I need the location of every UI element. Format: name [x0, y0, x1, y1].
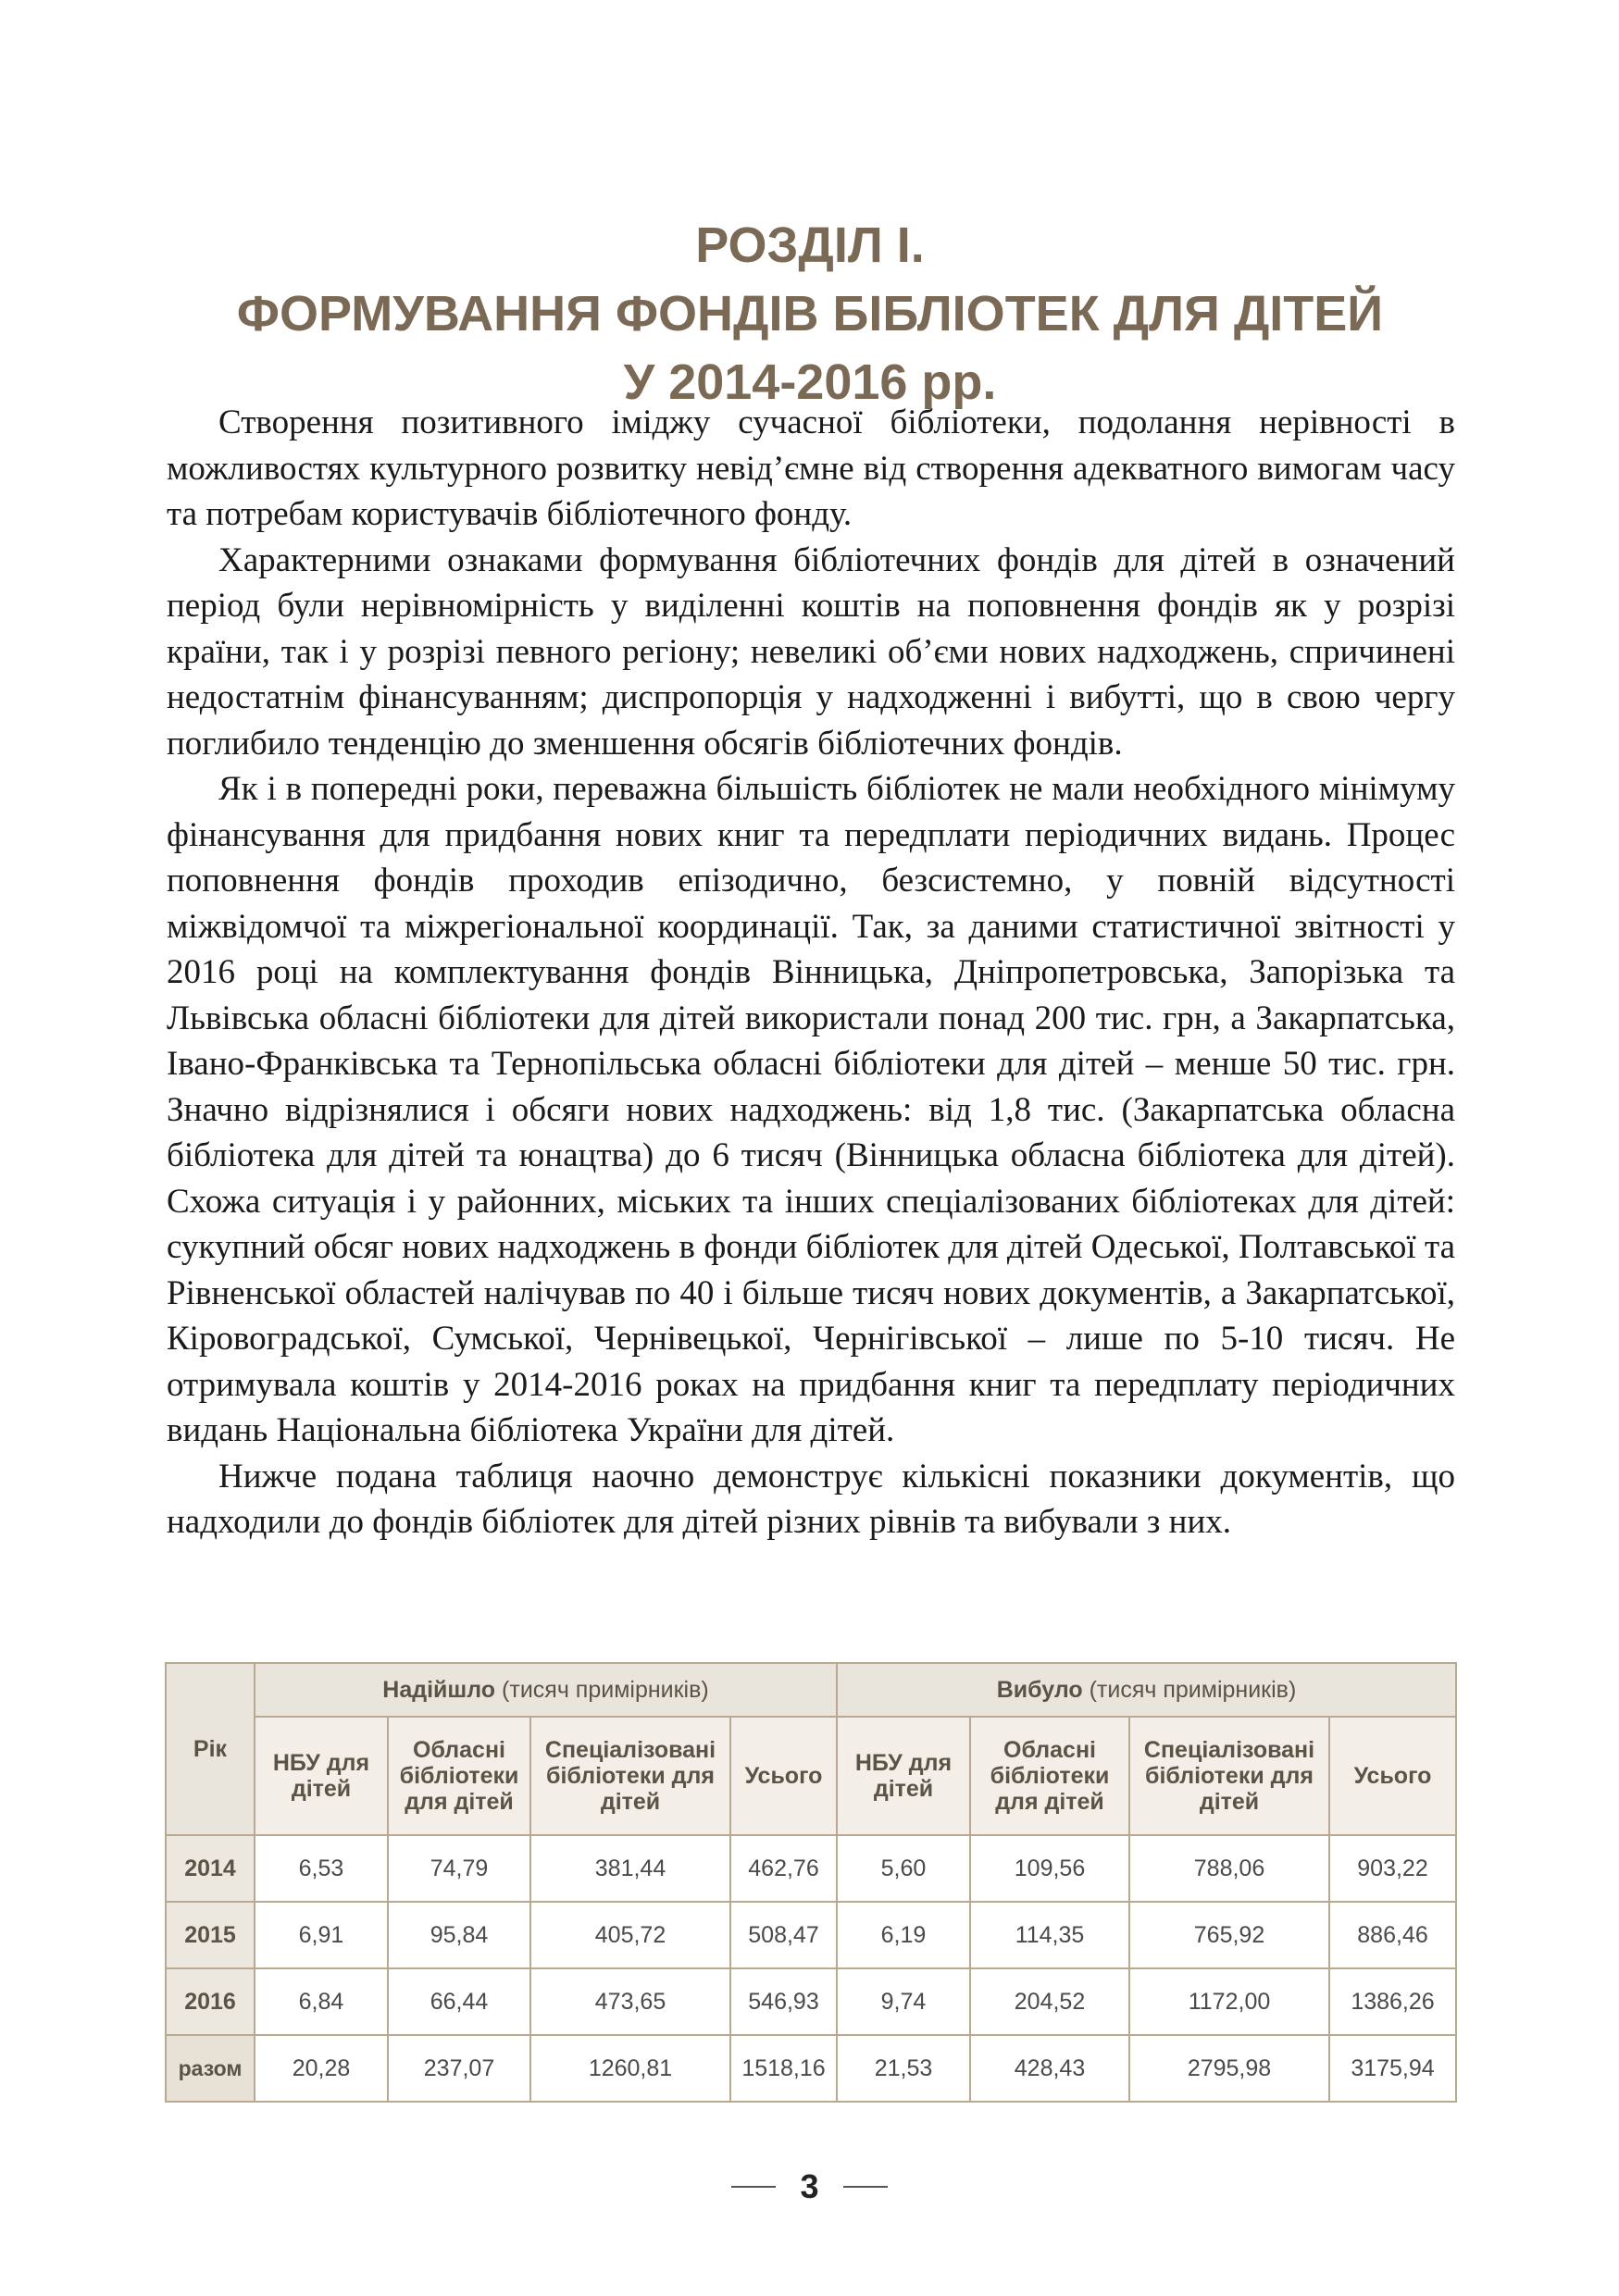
paragraph: Нижче подана таблиця наочно демонструє кількісні показники документів, що надходили до фондів бібліотек для дітей різних рівнів та вибували з них.	[167, 1457, 1455, 1541]
column-header: Обласні бібліотеки для дітей	[970, 1717, 1129, 1835]
table-cell: 3175,94	[1329, 2035, 1456, 2102]
received-unit: (тисяч примірників)	[502, 1676, 709, 1703]
column-header: Спеціалізовані бібліотеки для дітей	[530, 1717, 730, 1835]
column-header: Усього	[730, 1717, 837, 1835]
table-cell: 2795,98	[1129, 2035, 1329, 2102]
section-title-line-2: ФОРМУВАННЯ ФОНДІВ БІБЛІОТЕК ДЛЯ ДІТЕЙ	[236, 286, 1384, 341]
removed-label: Вибуло	[996, 1676, 1083, 1703]
table-cell: 508,47	[730, 1902, 837, 1968]
row-year: 2016	[166, 1968, 255, 2035]
paragraph: Як і в попередні роки, переважна більшість бібліотек не мали необхідного мінімуму фінансування для придбання нових книг та передплати періодичних видань. Процес поповнення фондів проходив епізодично, безсистемно, у повній відсутності міжвідомчої та міжрегіональної координації. Так, за даними статистичної звітності у 2016 році на комплектування фондів Вінницька, Дніпропетровська, Запорізька та Львівська обласні бібліотеки для дітей використали понад 200 тис. грн, а Закарпатська, Івано-Франківська та Тернопільська обласні бібліотеки для дітей – менше 50 тис. грн. Значно відрізнялися і обсяги нових надходжень: від 1,8 тис. (Закарпатська обласна бібліотека для дітей та юнацтва) до 6 тисяч (Вінницька обласна бібліотека для дітей). Схожа ситуація і у районних, міських та інших спеціалізованих бібліотеках для дітей: сукупний обсяг нових надходжень в фонди бібліотек для дітей Одеської, Полтавської та Рівненської областей налічував по 40 і більше тисяч нових документів, а Закарпатської, Кіровоградської, Сумської, Чернівецької, Чернігівської – лише по 5-10 тисяч. Не отримувала коштів у 2014-2016 роках на придбання книг та передплату періодичних видань Національна бібліотека України для дітей.	[167, 770, 1455, 1449]
table-cell: 788,06	[1129, 1835, 1329, 1902]
table-cell: 6,84	[255, 1968, 388, 2035]
table-cell: 6,53	[255, 1835, 388, 1902]
paragraph: Створення позитивного іміджу сучасної бібліотеки, подолання нерівності в можливостях культурного розвитку невід’ємне від створення адекватного вимогам часу та потребам користувачів бібліотечного фонду.	[167, 403, 1455, 533]
table-cell: 20,28	[255, 2035, 388, 2102]
section-title-line-3: У 2014-2016 рр.	[623, 354, 997, 410]
table-cell: 765,92	[1129, 1902, 1329, 1968]
year-column-header: Рік	[166, 1663, 255, 1835]
table-row	[166, 1902, 1456, 1968]
table-cell: 6,91	[255, 1902, 388, 1968]
row-year: 2014	[166, 1835, 255, 1902]
table-cell: 95,84	[388, 1902, 530, 1968]
column-header: НБУ для дітей	[837, 1717, 970, 1835]
footer-rule-right	[843, 2186, 888, 2188]
table-cell: 546,93	[730, 1968, 837, 2035]
section-title-line-1: РОЗДІЛ І.	[695, 217, 925, 273]
table-cell: 109,56	[970, 1835, 1129, 1902]
received-group-header	[255, 1663, 837, 1717]
removed-group-header	[837, 1663, 1456, 1717]
column-header: Обласні бібліотеки для дітей	[388, 1717, 530, 1835]
page-number: 3	[800, 2167, 819, 2205]
table-cell: 237,07	[388, 2035, 530, 2102]
table-cell: 428,43	[970, 2035, 1129, 2102]
section-title	[167, 211, 1453, 416]
table-total-row	[166, 2035, 1456, 2102]
table-cell: 903,22	[1329, 1835, 1456, 1902]
table-cell: 886,46	[1329, 1902, 1456, 1968]
table-cell: 21,53	[837, 2035, 970, 2102]
table-cell: 9,74	[837, 1968, 970, 2035]
table-cell: 74,79	[388, 1835, 530, 1902]
table-cell: 5,60	[837, 1835, 970, 1902]
table-cell: 1260,81	[530, 2035, 730, 2102]
table-header-row	[166, 1663, 1456, 1717]
body-text	[167, 400, 1455, 1545]
statistics-table-wrapper	[165, 1662, 1455, 2103]
table-cell: 1386,26	[1329, 1968, 1456, 2035]
table-cell: 1172,00	[1129, 1968, 1329, 2035]
table-cell: 462,76	[730, 1835, 837, 1902]
table-cell: 1518,16	[730, 2035, 837, 2102]
paragraph: Характерними ознаками формування бібліотечних фондів для дітей в означений період були нерівномірність у виділенні коштів на поповнення фондів як у розрізі країни, так і у розрізі певного регіону; невеликі об’єми нових надходжень, спричинені недостатнім фінансуванням; диспропорція у надходженні і вибутті, що в свою чергу поглибило тенденцію до зменшення обсягів бібліотечних фондів.	[167, 540, 1455, 763]
table-cell: 473,65	[530, 1968, 730, 2035]
removed-unit: (тисяч примірників)	[1089, 1676, 1297, 1703]
table-cell: 381,44	[530, 1835, 730, 1902]
row-year: 2015	[166, 1902, 255, 1968]
table-row	[166, 1835, 1456, 1902]
table-cell: 6,19	[837, 1902, 970, 1968]
table-cell: 204,52	[970, 1968, 1129, 2035]
statistics-table	[165, 1662, 1457, 2103]
received-label: Надійшло	[382, 1676, 496, 1703]
table-cell: 405,72	[530, 1902, 730, 1968]
column-header: Спеціалізовані бібліотеки для дітей	[1129, 1717, 1329, 1835]
page-footer	[0, 2167, 1619, 2206]
table-cell: 114,35	[970, 1902, 1129, 1968]
row-total-label: разом	[166, 2035, 255, 2102]
table-cell: 66,44	[388, 1968, 530, 2035]
footer-rule-left	[731, 2186, 776, 2188]
table-row	[166, 1968, 1456, 2035]
column-header: НБУ для дітей	[255, 1717, 388, 1835]
column-header: Усього	[1329, 1717, 1456, 1835]
table-subheader-row	[166, 1717, 1456, 1835]
